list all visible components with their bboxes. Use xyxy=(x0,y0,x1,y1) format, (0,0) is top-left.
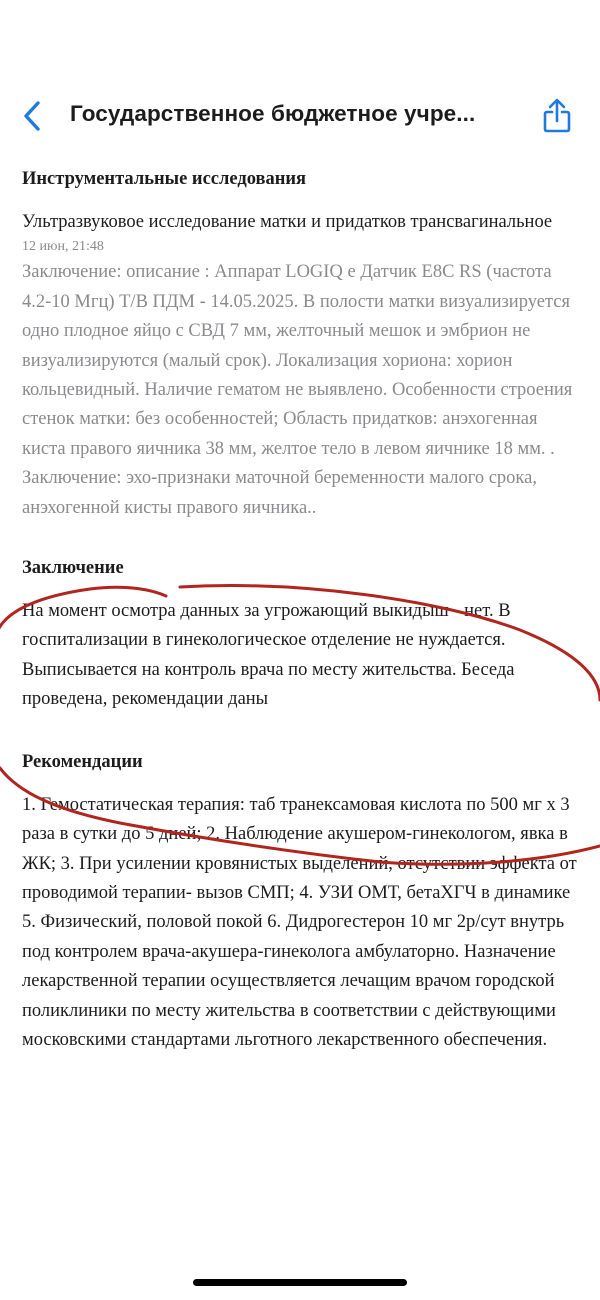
page-title: Государственное бюджетное учре... xyxy=(70,101,476,126)
chevron-left-icon xyxy=(18,98,50,134)
conclusion-heading: Заключение xyxy=(22,558,124,579)
recommendations-heading: Рекомендации xyxy=(22,751,143,772)
study-conclusion-text: Заключение: описание : Аппарат LOGIQ e Датчик E8C RS (частота 4.2-10 Мгц) Т/В ПДМ - 14.05.2025. В полости матки визуализируется одно плодное яйцо с СВД 7 мм, желточный мешок и эмбрион не визуализируются (малый срок). Локализация хориона: хорион кольцевидный. Наличие гематом не выявлено. Особенности строения стенок матки: без особенностей; Область придатков: анэхогенная киста правого яичника 38 мм, желтое тело в левом яичнике 18 мм. . Заключение: эхо-признаки маточной беременности малого срока, анэхогенной кисты правого яичника.. xyxy=(22,262,573,518)
study-timestamp: 12 июн, 21:48 xyxy=(22,239,104,255)
share-button[interactable] xyxy=(539,96,575,136)
document-content xyxy=(22,164,582,1055)
back-button[interactable] xyxy=(18,98,50,134)
instrumental-section xyxy=(22,164,582,523)
study-title: Ультразвуковое исследование матки и придатков трансвагинальное xyxy=(22,212,553,232)
recommendations-text: 1. Гемостатическая терапия: таб транексамовая кислота по 500 мг х 3 раза в сутки до 5 дней; 2. Наблюдение акушером-гинекологом, явка в ЖК; 3. При усилении кровянистых выделений, отсутствии эффекта от проводимой терапии- вызов СМП; 4. УЗИ ОМТ, бетаХГЧ в динамике 5. Физический, половой покой 6. Дидрогестерон 10 мг 2р/сут внутрь под контролем врача-акушера-гинеколога амбулаторно. Назначение лекарственной терапии осуществляется лечащим врачом городской поликлиники по месту жительства в соответствии с действующими московскими стандартами льготного лекарственного обеспечения. xyxy=(22,794,577,1050)
conclusion-text: На момент осмотра данных за угрожающий выкидыш - нет. В госпитализации в гинекологическое отделение не нуждается. Выписывается на контроль врача по месту жительства. Беседа проведена, рекомендации даны xyxy=(22,601,515,710)
share-icon xyxy=(539,96,575,136)
conclusion-section xyxy=(22,553,582,715)
home-indicator[interactable] xyxy=(193,1279,407,1286)
instrumental-heading: Инструментальные исследования xyxy=(22,169,307,189)
recommendations-section xyxy=(22,747,582,1056)
navigation-bar xyxy=(0,92,600,140)
